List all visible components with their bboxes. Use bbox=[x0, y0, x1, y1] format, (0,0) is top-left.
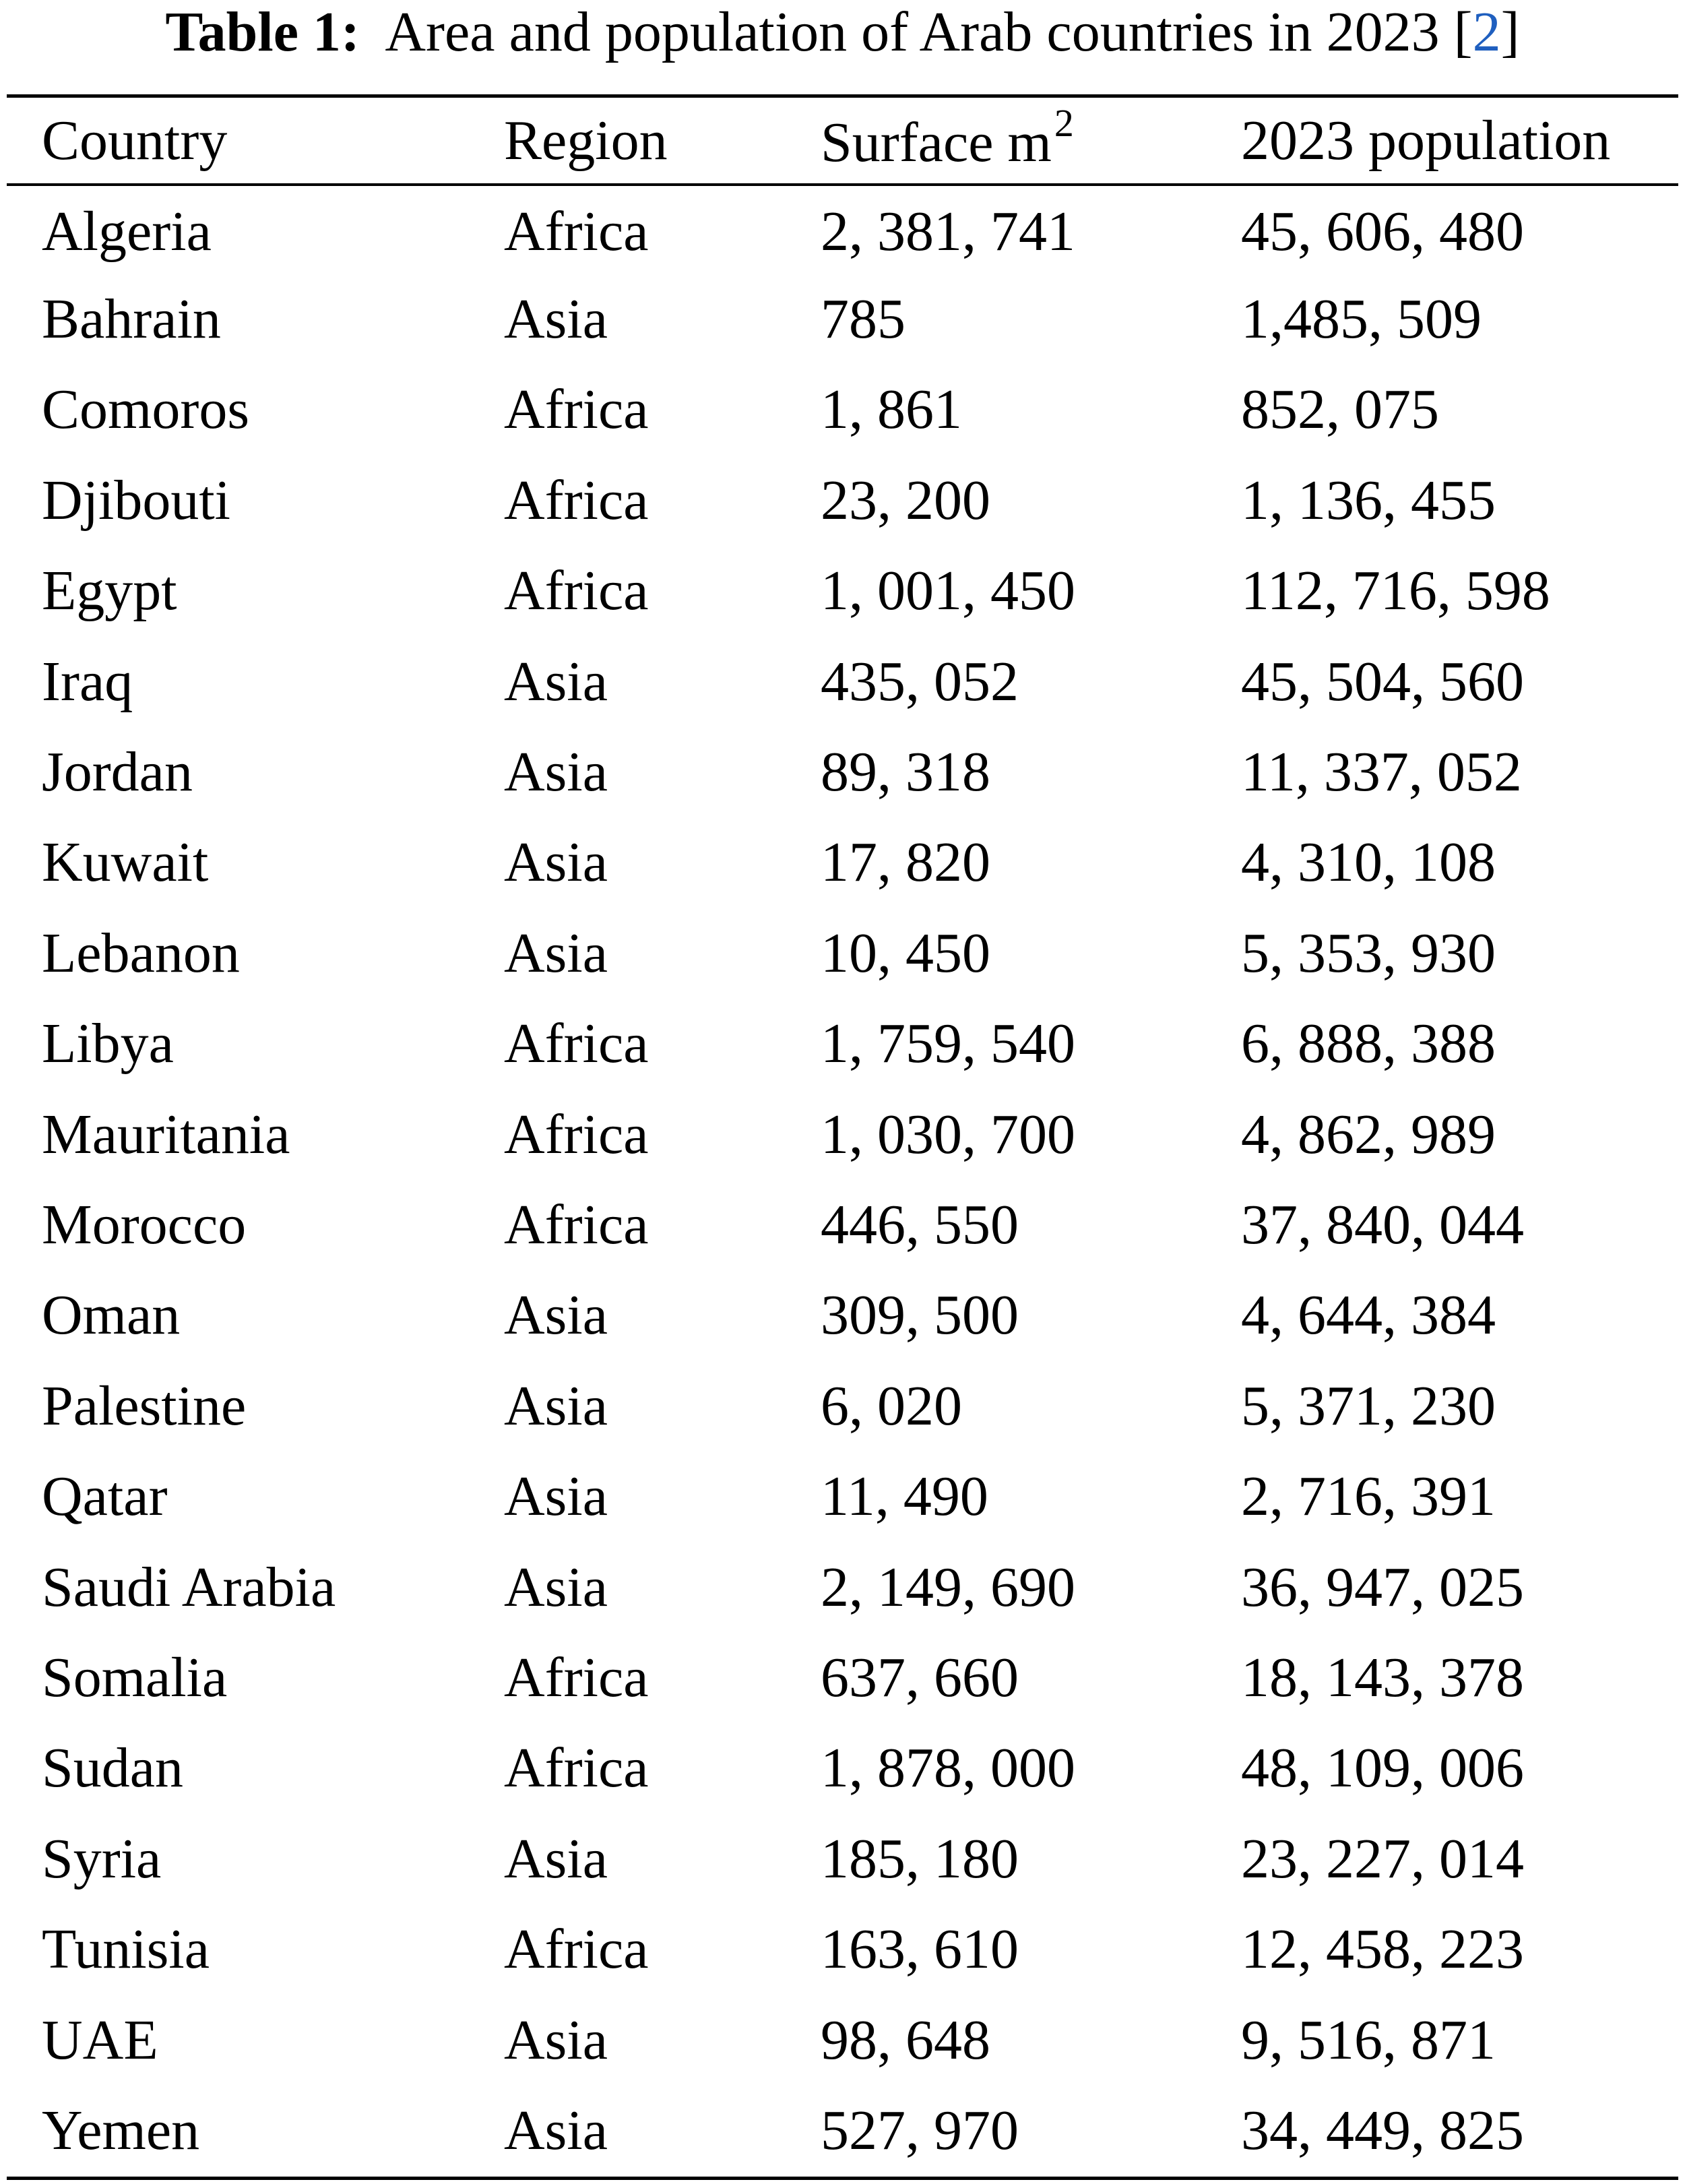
cell-region: Asia bbox=[504, 1374, 608, 1437]
cell-region: Africa bbox=[504, 468, 649, 532]
cell-country: Egypt bbox=[42, 559, 177, 623]
cell-surface: 309, 500 bbox=[821, 1284, 1019, 1347]
cell-surface: 785 bbox=[821, 288, 905, 351]
cell-country: Lebanon bbox=[42, 921, 240, 985]
cell-surface: 637, 660 bbox=[821, 1646, 1019, 1709]
cell-country: Morocco bbox=[42, 1193, 247, 1256]
header-population: 2023 population bbox=[1241, 109, 1611, 172]
cell-country: Comoros bbox=[42, 378, 250, 441]
caption-text: Area and population of Arab countries in 2023 bbox=[385, 1, 1440, 63]
cell-population: 6, 888, 388 bbox=[1241, 1012, 1496, 1075]
cell-country: Qatar bbox=[42, 1465, 168, 1528]
cell-population: 36, 947, 025 bbox=[1241, 1555, 1524, 1619]
cell-population: 45, 504, 560 bbox=[1241, 650, 1524, 713]
table-row bbox=[7, 1451, 1678, 1541]
cell-region: Asia bbox=[504, 288, 608, 351]
header-surface-exponent: 2 bbox=[1054, 101, 1074, 145]
cell-region: Asia bbox=[504, 2098, 608, 2162]
spacer-cell bbox=[7, 1179, 42, 1270]
cell-country: UAE bbox=[42, 2008, 158, 2071]
spacer-cell bbox=[7, 1451, 42, 1541]
cell-surface: 98, 648 bbox=[821, 2008, 990, 2071]
spacer-cell bbox=[7, 1542, 42, 1632]
cell-country: Tunisia bbox=[42, 1918, 210, 1981]
table-row bbox=[7, 1813, 1678, 1904]
cell-country: Kuwait bbox=[42, 831, 209, 894]
cell-country: Djibouti bbox=[42, 468, 231, 532]
cell-population: 45, 606, 480 bbox=[1241, 199, 1524, 263]
cell-region: Africa bbox=[504, 1102, 649, 1166]
citation-link[interactable]: 2 bbox=[1472, 1, 1501, 63]
cell-population: 1, 136, 455 bbox=[1241, 468, 1496, 532]
cell-region: Africa bbox=[504, 559, 649, 623]
spacer-cell bbox=[7, 274, 42, 364]
cell-surface: 10, 450 bbox=[821, 921, 990, 985]
cell-population: 48, 109, 006 bbox=[1241, 1737, 1524, 1800]
cell-country: Mauritania bbox=[42, 1102, 290, 1166]
spacer-cell bbox=[7, 817, 42, 908]
cell-surface: 1, 878, 000 bbox=[821, 1737, 1075, 1800]
table-top-rule bbox=[7, 94, 1678, 98]
table-row bbox=[7, 274, 1678, 364]
table-row bbox=[7, 636, 1678, 726]
cell-surface: 163, 610 bbox=[821, 1918, 1019, 1981]
cell-population: 852, 075 bbox=[1241, 378, 1439, 441]
spacer-cell bbox=[7, 1995, 42, 2085]
table-row bbox=[7, 1179, 1678, 1270]
cell-surface: 6, 020 bbox=[821, 1374, 962, 1437]
cell-surface: 2, 381, 741 bbox=[821, 199, 1075, 263]
spacer-cell bbox=[7, 908, 42, 998]
header-region: Region bbox=[504, 109, 668, 172]
cell-country: Somalia bbox=[42, 1646, 228, 1709]
cell-region: Asia bbox=[504, 831, 608, 894]
table-row bbox=[7, 1361, 1678, 1451]
spacer-cell bbox=[7, 365, 42, 455]
cell-country: Oman bbox=[42, 1284, 181, 1347]
cell-region: Asia bbox=[504, 2008, 608, 2071]
cell-surface: 1, 861 bbox=[821, 378, 962, 441]
cell-country: Libya bbox=[42, 1012, 174, 1075]
table-row bbox=[7, 1723, 1678, 1813]
cell-population: 23, 227, 014 bbox=[1241, 1827, 1524, 1890]
table-row bbox=[7, 726, 1678, 817]
cell-surface: 435, 052 bbox=[821, 650, 1019, 713]
table-row bbox=[7, 1270, 1678, 1361]
cell-population: 2, 716, 391 bbox=[1241, 1465, 1496, 1528]
cell-country: Jordan bbox=[42, 741, 193, 804]
citation-open-bracket: [ bbox=[1453, 1, 1473, 63]
cell-region: Asia bbox=[504, 1284, 608, 1347]
cell-region: Africa bbox=[504, 199, 649, 263]
cell-population: 5, 353, 930 bbox=[1241, 921, 1496, 985]
cell-surface: 1, 030, 700 bbox=[821, 1102, 1075, 1166]
table-body bbox=[7, 183, 1678, 2176]
cell-population: 4, 862, 989 bbox=[1241, 1102, 1496, 1166]
data-table bbox=[7, 101, 1678, 2176]
cell-surface: 23, 200 bbox=[821, 468, 990, 532]
spacer-cell bbox=[7, 455, 42, 545]
cell-country: Syria bbox=[42, 1827, 162, 1890]
spacer-cell bbox=[7, 636, 42, 726]
cell-surface: 17, 820 bbox=[821, 831, 990, 894]
table-row bbox=[7, 908, 1678, 998]
cell-surface: 1, 001, 450 bbox=[821, 559, 1075, 623]
cell-country: Palestine bbox=[42, 1374, 247, 1437]
cell-population: 34, 449, 825 bbox=[1241, 2098, 1524, 2162]
table-row bbox=[7, 1904, 1678, 1994]
spacer-cell bbox=[7, 1270, 42, 1361]
cell-region: Asia bbox=[504, 1555, 608, 1619]
table-row bbox=[7, 455, 1678, 545]
spacer-cell bbox=[7, 999, 42, 1089]
cell-population: 5, 371, 230 bbox=[1241, 1374, 1496, 1437]
cell-surface: 89, 318 bbox=[821, 741, 990, 804]
spacer-cell bbox=[7, 2085, 42, 2175]
cell-region: Asia bbox=[504, 1827, 608, 1890]
table-row bbox=[7, 817, 1678, 908]
cell-region: Asia bbox=[504, 741, 608, 804]
cell-population: 12, 458, 223 bbox=[1241, 1918, 1524, 1981]
cell-population: 37, 840, 044 bbox=[1241, 1193, 1524, 1256]
cell-region: Africa bbox=[504, 1193, 649, 1256]
cell-region: Africa bbox=[504, 1737, 649, 1800]
cell-region: Africa bbox=[504, 1918, 649, 1981]
table-row bbox=[7, 365, 1678, 455]
cell-region: Asia bbox=[504, 650, 608, 713]
cell-population: 18, 143, 378 bbox=[1241, 1646, 1524, 1709]
cell-population: 1,485, 509 bbox=[1241, 288, 1482, 351]
cell-country: Saudi Arabia bbox=[42, 1555, 336, 1619]
spacer-cell bbox=[7, 1632, 42, 1722]
table-caption bbox=[0, 0, 1685, 67]
cell-country: Yemen bbox=[42, 2098, 200, 2162]
table-row bbox=[7, 2085, 1678, 2175]
cell-region: Asia bbox=[504, 1465, 608, 1528]
cell-region: Africa bbox=[504, 378, 649, 441]
cell-population: 9, 516, 871 bbox=[1241, 2008, 1496, 2071]
header-surface-label: Surface m bbox=[821, 111, 1052, 174]
cell-surface: 2, 149, 690 bbox=[821, 1555, 1075, 1619]
spacer-cell bbox=[7, 1361, 42, 1451]
header-surface bbox=[821, 101, 1241, 183]
cell-country: Sudan bbox=[42, 1737, 183, 1800]
cell-population: 11, 337, 052 bbox=[1241, 741, 1522, 804]
cell-region: Africa bbox=[504, 1646, 649, 1709]
header-country: Country bbox=[42, 109, 228, 172]
table-row bbox=[7, 1542, 1678, 1632]
cell-country: Algeria bbox=[42, 199, 212, 263]
cell-surface: 185, 180 bbox=[821, 1827, 1019, 1890]
spacer-cell bbox=[7, 183, 42, 274]
table-row bbox=[7, 1995, 1678, 2085]
table-row bbox=[7, 999, 1678, 1089]
table-row bbox=[7, 1089, 1678, 1179]
cell-surface: 446, 550 bbox=[821, 1193, 1019, 1256]
cell-country: Bahrain bbox=[42, 288, 221, 351]
table-row bbox=[7, 546, 1678, 636]
caption-label: Table 1: bbox=[165, 1, 360, 63]
spacer-cell bbox=[7, 1813, 42, 1904]
spacer-cell bbox=[7, 1904, 42, 1994]
spacer-cell bbox=[7, 1723, 42, 1813]
spacer-cell bbox=[7, 726, 42, 817]
cell-surface: 527, 970 bbox=[821, 2098, 1019, 2162]
cell-surface: 11, 490 bbox=[821, 1465, 988, 1528]
cell-population: 4, 310, 108 bbox=[1241, 831, 1496, 894]
table-row bbox=[7, 183, 1678, 274]
cell-population: 4, 644, 384 bbox=[1241, 1284, 1496, 1347]
table-row bbox=[7, 1632, 1678, 1722]
cell-region: Asia bbox=[504, 921, 608, 985]
table-header-row bbox=[7, 104, 1678, 183]
citation-close-bracket: ] bbox=[1500, 1, 1520, 63]
spacer-cell bbox=[7, 104, 42, 183]
spacer-cell bbox=[7, 546, 42, 636]
table-bottom-rule bbox=[7, 2177, 1678, 2180]
cell-population: 112, 716, 598 bbox=[1241, 559, 1550, 623]
cell-country: Iraq bbox=[42, 650, 133, 713]
cell-surface: 1, 759, 540 bbox=[821, 1012, 1075, 1075]
cell-region: Africa bbox=[504, 1012, 649, 1075]
spacer-cell bbox=[7, 1089, 42, 1179]
